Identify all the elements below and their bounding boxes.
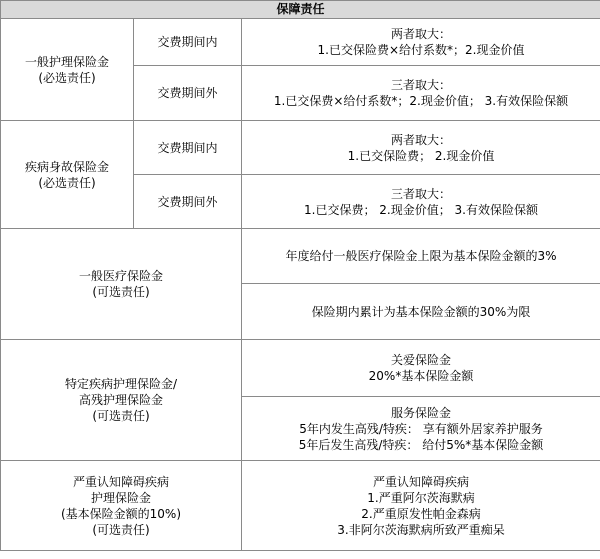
detail-line: 1.已交保费； 2.现金价值； 3.有效保险保额 <box>304 202 538 217</box>
detail-cell <box>242 284 600 340</box>
benefit-name-line: 一般护理保险金 <box>24 54 109 69</box>
detail-line: 严重认知障碍疾病 <box>372 474 469 489</box>
detail-line: 5年内发生高残/特疾： 享有额外居家养护服务 <box>299 421 543 436</box>
period-cell: 交费期间外 <box>134 175 242 229</box>
detail-cell <box>242 340 600 397</box>
benefit-name-cell <box>1 19 134 121</box>
benefit-name-line: 疾病身故保险金 <box>24 159 109 174</box>
benefit-name-line: (必选责任) <box>38 175 96 190</box>
detail-line: 三者取大： <box>390 186 451 201</box>
detail-line: 20%*基本保险金额 <box>368 369 474 383</box>
detail-line: 1.严重阿尔茨海默病 <box>367 490 475 505</box>
detail-line: 2.严重原发性帕金森病 <box>361 506 481 521</box>
detail-line: 两者取大： <box>390 27 451 41</box>
benefit-name-line: (基本保险金额的10%) <box>60 506 182 521</box>
detail-line: 服务保险金 <box>390 405 451 420</box>
detail-cell <box>242 229 600 284</box>
detail-line: 1.已交保费×给付系数*；2.现金价值； 3.有效保险保额 <box>273 94 569 108</box>
benefit-name-line: (可选责任) <box>92 285 150 299</box>
detail-line: 年度给付一般医疗保险金上限为基本保险金额的3% <box>285 249 557 263</box>
table-row <box>1 229 600 284</box>
table-row <box>1 461 600 551</box>
benefit-name-cell <box>1 121 134 229</box>
detail-line: 3.非阿尔茨海默病所致严重痴呆 <box>337 522 505 537</box>
detail-line: 三者取大： <box>390 78 451 92</box>
detail-cell <box>242 121 600 175</box>
period-cell: 交费期间内 <box>134 19 242 66</box>
benefit-name-cell <box>1 340 242 461</box>
detail-cell <box>242 66 600 121</box>
benefit-name-line: 护理保险金 <box>90 490 151 505</box>
detail-line: 5年后发生高残/特疾： 给付5%*基本保险金额 <box>298 437 544 452</box>
benefit-name-line: (必选责任) <box>38 70 96 85</box>
detail-cell <box>242 19 600 66</box>
title-row <box>1 1 600 19</box>
benefit-name-line: (可选责任) <box>92 522 150 537</box>
table-row <box>1 340 600 397</box>
table-row <box>1 121 600 175</box>
benefit-name-line: 高残护理保险金 <box>78 393 163 407</box>
detail-line: 保险期内累计为基本保险金额的30%为限 <box>311 304 531 319</box>
detail-line: 关爱保险金 <box>390 353 451 367</box>
detail-cell <box>242 461 600 551</box>
benefit-name-line: 严重认知障碍疾病 <box>72 474 169 489</box>
detail-cell <box>242 397 600 461</box>
period-cell: 交费期间外 <box>134 66 242 121</box>
detail-cell <box>242 175 600 229</box>
benefit-name-cell <box>1 229 242 340</box>
detail-line: 1.已交保险费； 2.现金价值 <box>347 148 495 163</box>
benefit-name-line: 特定疾病护理保险金/ <box>64 377 178 391</box>
detail-line: 两者取大： <box>390 132 451 147</box>
benefit-name-cell <box>1 461 242 551</box>
benefit-name-line: (可选责任) <box>92 409 150 423</box>
benefit-name-line: 一般医疗保险金 <box>78 269 163 283</box>
table-title: 保障责任 <box>1 1 600 19</box>
table-row <box>1 19 600 66</box>
detail-line: 1.已交保险费×给付系数*；2.现金价值 <box>317 43 525 57</box>
period-cell: 交费期间内 <box>134 121 242 175</box>
